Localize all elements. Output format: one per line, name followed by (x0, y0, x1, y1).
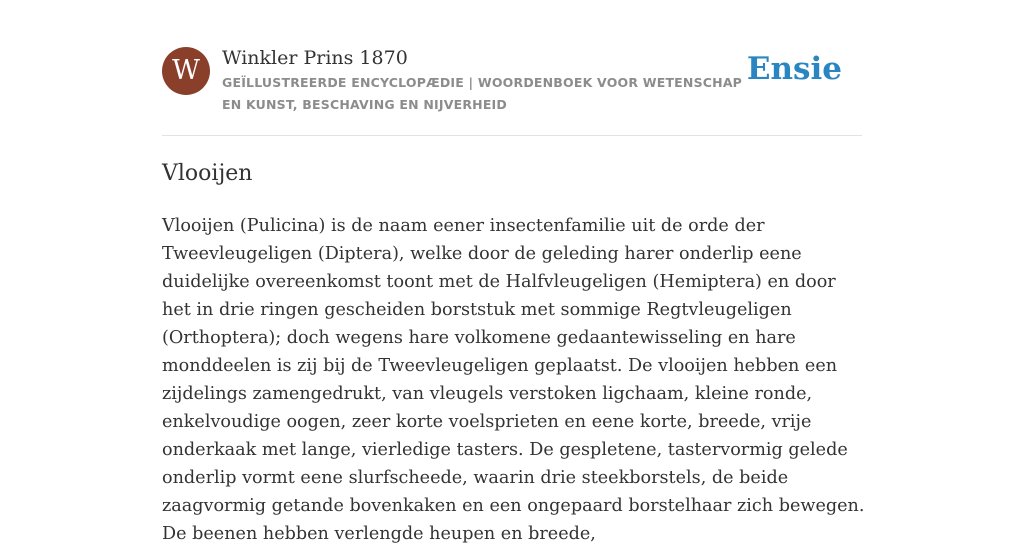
article-title: Vlooijen (162, 161, 253, 186)
source-header (162, 46, 862, 116)
ensie-logo-link[interactable]: Ensie (746, 51, 842, 87)
source-title[interactable]: Winkler Prins 1870 (222, 47, 408, 69)
source-subtitle: GEÏLLUSTREERDE ENCYCLOPÆDIE | WOORDENBOEK VOOR WETENSCHAP EN KUNST, BESCHAVING EN NIJVERHEID (222, 75, 743, 112)
source-avatar[interactable]: W (162, 47, 210, 95)
header-divider (162, 135, 862, 136)
article-body: Vlooijen (Pulicina) is de naam eener insectenfamilie uit de orde der Tweevleugeligen (Diptera), welke door de geleding harer onderlip eene duidelijke overeenkomst toont met de Halfvleugeligen (Hemiptera) en door het in drie ringen gescheiden borststuk met sommige Regtvleugeligen (Orthoptera); doch wegens hare volkomene gedaantewisseling en hare monddeelen is zij bij de Tweevleugeligen geplaatst. De vlooijen hebben een zijdelings zamengedrukt, van vleugels verstoken ligchaam, kleine ronde, enkelvoudige oogen, zeer korte voelsprieten en eene korte, breede, vrije onderkaak met lange, vierledige tasters. De gespletene, tastervormig gelede onderlip vormt eene slurfscheede, waarin drie steekborstels, de beide zaagvormig getande bovenkaken en een ongepaard borstelhaar zich bewegen. De beenen hebben verlengde heupen en breede, (162, 216, 865, 544)
